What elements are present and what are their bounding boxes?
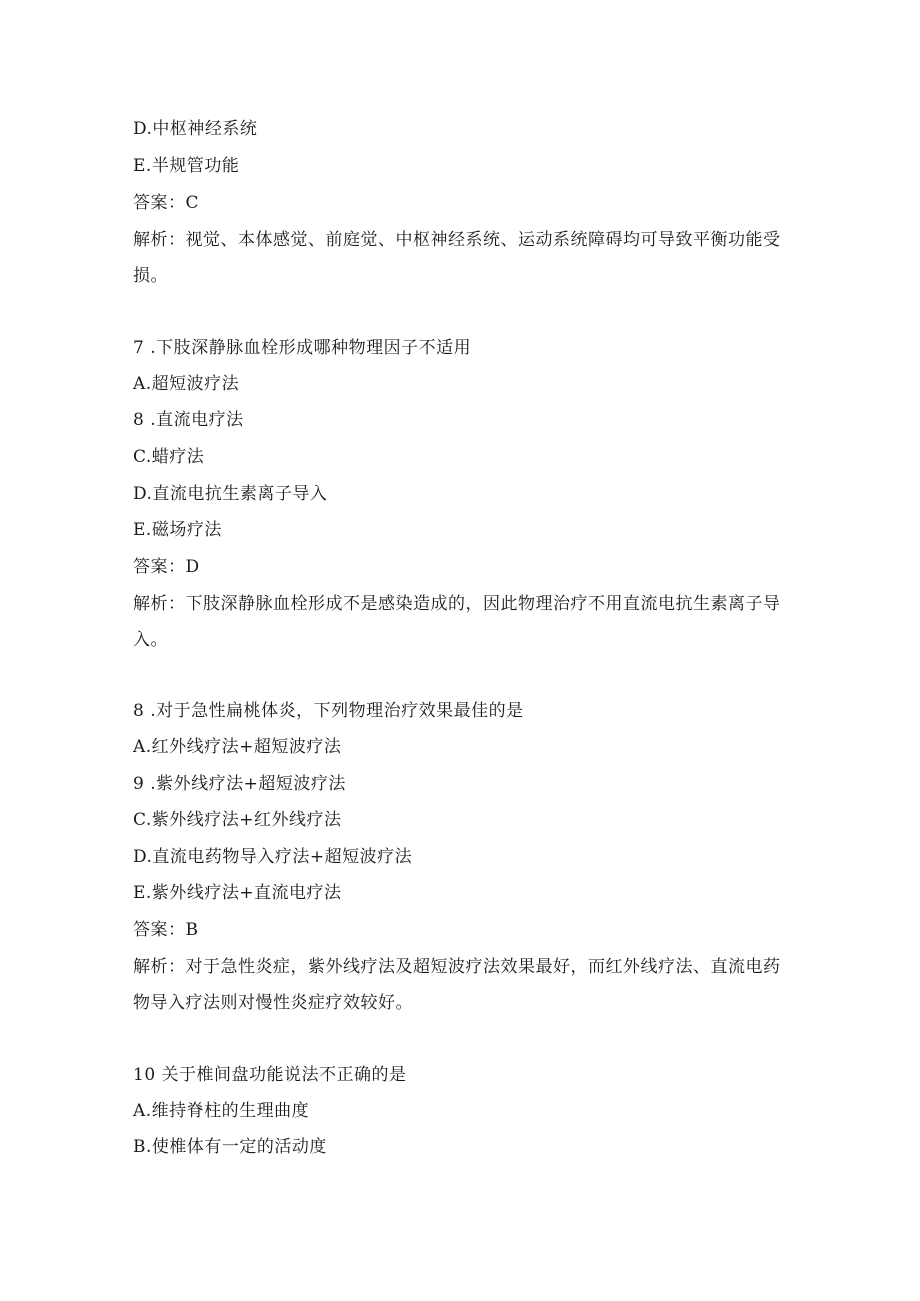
option-a-q8: A.红外线疗法+超短波疗法 <box>133 737 342 757</box>
option-d-q7: D.直流电抗生素离子导入 <box>133 484 328 504</box>
question-8: 8 .对于急性扁桃体炎，下列物理治疗效果最佳的是 <box>133 701 524 721</box>
option-e-q8: E.紫外线疗法+直流电疗法 <box>133 883 342 903</box>
question-10: 10 关于椎间盘功能说法不正确的是 <box>133 1065 407 1085</box>
explanation-q7: 解析：下肢深静脉血栓形成不是感染造成的，因此物理治疗不用直流电抗生素离子导入。 <box>133 594 781 650</box>
option-a-q7: A.超短波疗法 <box>133 374 240 394</box>
option-b-q10: B.使椎体有一定的活动度 <box>133 1137 327 1157</box>
option-b-q7: 8 .直流电疗法 <box>133 410 244 430</box>
option-d-q6: D.中枢神经系统 <box>133 119 258 139</box>
answer-q6: 答案：C <box>133 193 200 213</box>
option-a-q10: A.维持脊柱的生理曲度 <box>133 1101 310 1121</box>
option-c-q7: C.蜡疗法 <box>133 447 205 467</box>
option-e-q7: E.磁场疗法 <box>133 520 222 540</box>
answer-q7: 答案：D <box>133 557 200 577</box>
question-7: 7 .下肢深静脉血栓形成哪种物理因子不适用 <box>133 338 472 358</box>
option-c-q8: C.紫外线疗法+红外线疗法 <box>133 810 342 830</box>
explanation-q6: 解析：视觉、本体感觉、前庭觉、中枢神经系统、运动系统障碍均可导致平衡功能受损。 <box>133 230 781 286</box>
option-d-q8: D.直流电药物导入疗法+超短波疗法 <box>133 847 413 867</box>
answer-q8: 答案：B <box>133 920 199 940</box>
explanation-q8: 解析：对于急性炎症，紫外线疗法及超短波疗法效果最好，而红外线疗法、直流电药物导入疗法则对慢性炎症疗效较好。 <box>133 957 781 1013</box>
option-e-q6: E.半规管功能 <box>133 156 240 176</box>
option-b-q8: 9 .紫外线疗法+超短波疗法 <box>133 774 346 794</box>
